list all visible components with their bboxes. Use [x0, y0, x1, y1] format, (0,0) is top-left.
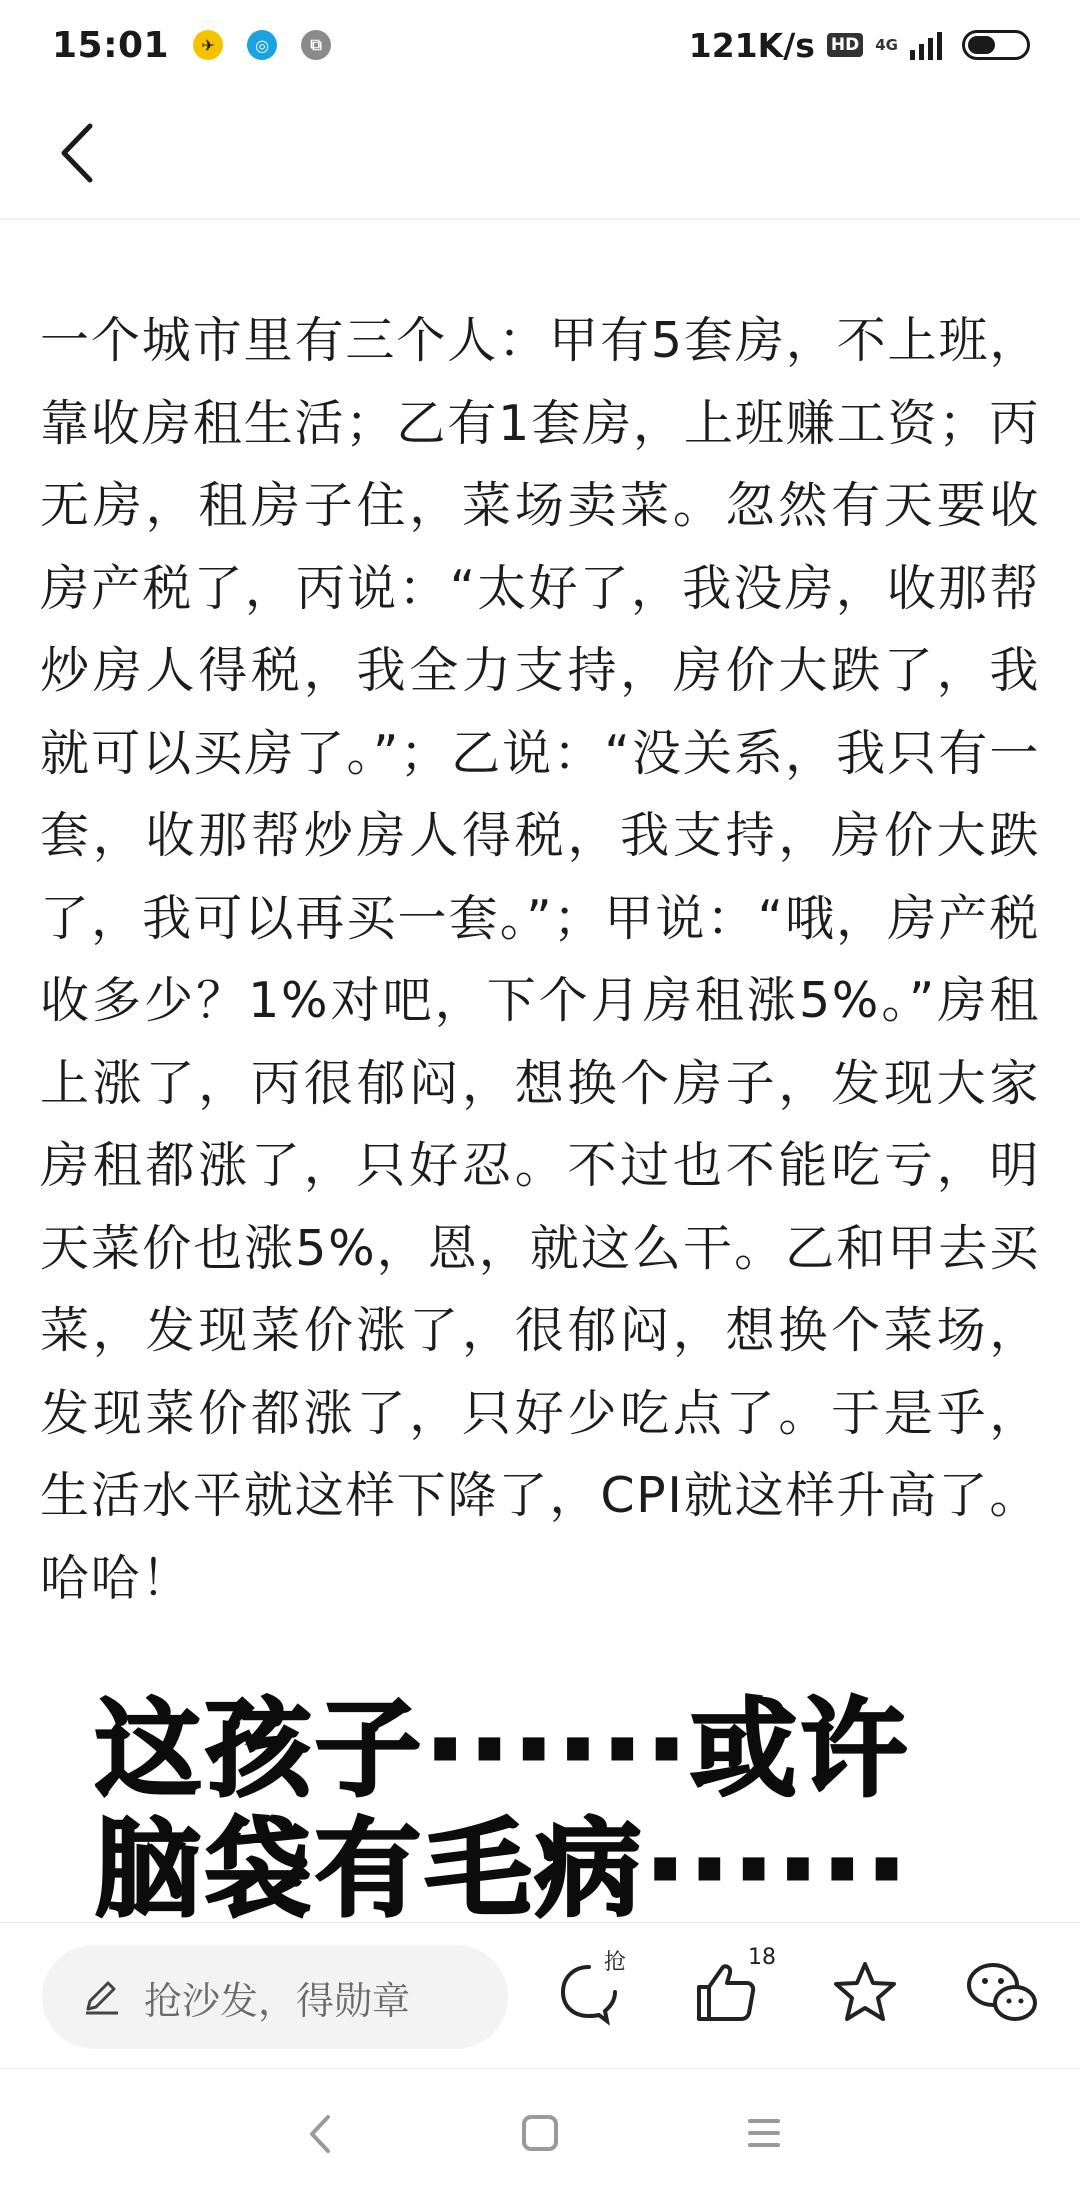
article-body: 一个城市里有三个人：甲有5套房，不上班，靠收房租生活；乙有1套房，上班赚工资；丙无房，租房子住，菜场卖菜。忽然有天要收房产税了，丙说：“太好了，我没房，收那帮炒房人得税，我全力支持，房价大跌了，我就可以买房了。”；乙说：“没关系，我只有一套，收那帮炒房人得税，我支持，房价大跌了，我可以再买一套。”；甲说：“哦，房产税收多少？1%对吧，下个月房租涨5%。”房租上涨了，丙很郁闷，想换个房子，发现大家房租都涨了，只好忍。不过也不能吃亏，明天菜价也涨5%，恩，就这么干。乙和甲去买菜，发现菜价涨了，很郁闷，想换个菜场，发现菜价都涨了，只好少吃点了。于是乎，生活水平就这样下降了，CPI就这样升高了。哈哈！: [40, 312, 1040, 1607]
battery-icon: [962, 30, 1030, 60]
system-nav-bar: [0, 2068, 1080, 2198]
notification-app-icon: ✈: [193, 30, 223, 60]
back-arrow-icon[interactable]: [50, 118, 110, 188]
status-time: 15:01: [52, 24, 170, 66]
net-speed: 121K/s: [688, 25, 815, 65]
network-type-label: 4G: [875, 35, 898, 54]
notification-gallery-icon: ⧉: [301, 30, 331, 60]
status-bar: [0, 0, 1080, 90]
like-count: 18: [748, 1945, 776, 1970]
notification-browser-icon: ◎: [247, 30, 277, 60]
pencil-icon: [82, 1977, 122, 2017]
meme-line-1: 这孩子······或许: [95, 1690, 911, 1811]
comment-input[interactable]: [42, 1945, 508, 2049]
signal-icon: [910, 30, 950, 60]
wechat-share-icon[interactable]: [965, 1959, 1039, 2025]
comment-placeholder: 抢沙发，得勋章: [144, 1978, 411, 2023]
comment-badge: 抢: [604, 1950, 627, 1975]
hd-badge: HD: [827, 33, 863, 57]
meme-line-2: 脑袋有毛病······: [95, 1808, 911, 1920]
system-back-icon[interactable]: [306, 2113, 336, 2155]
star-icon[interactable]: [832, 1959, 898, 2025]
nav-bar: [0, 90, 1080, 220]
status-left: [52, 25, 331, 66]
meme-image: [95, 1690, 1015, 1920]
status-right: [689, 26, 1030, 65]
system-menu-icon[interactable]: [746, 2113, 782, 2153]
action-bar: [0, 1922, 1080, 2068]
network-type: [875, 35, 898, 54]
system-home-icon[interactable]: [520, 2113, 560, 2153]
